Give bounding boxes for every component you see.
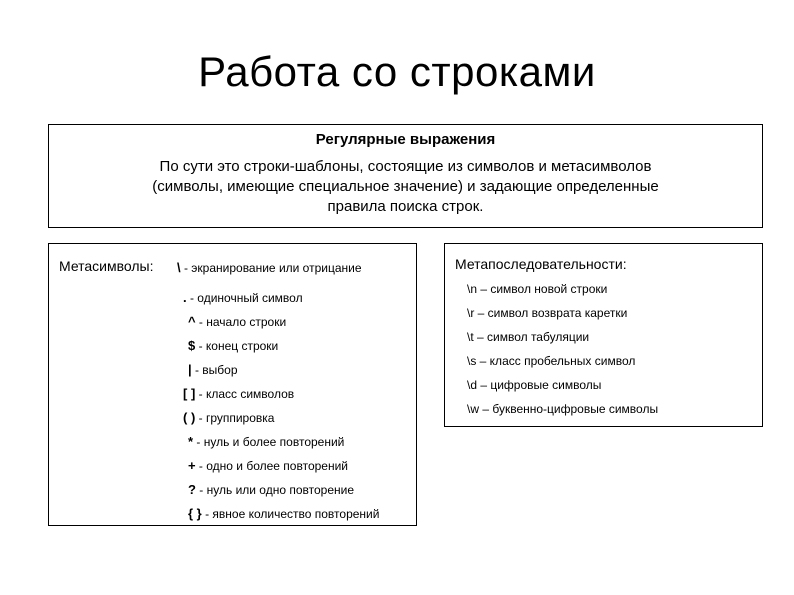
metachar-desc: - конец строки bbox=[195, 339, 279, 353]
metachars-box bbox=[48, 243, 417, 526]
metachar-symbol: $ bbox=[188, 338, 196, 353]
intro-heading: Регулярные выражения bbox=[315, 131, 496, 148]
metaseq-item: \s – класс пробельных символ bbox=[467, 354, 636, 368]
metachar-desc: - экранирование или отрицание bbox=[180, 261, 362, 275]
metachar-row bbox=[183, 410, 274, 425]
metachar-symbol: \ bbox=[177, 260, 181, 275]
metachar-row bbox=[188, 458, 348, 473]
metachar-desc: - нуль и более повторений bbox=[193, 435, 345, 449]
metachar-row bbox=[183, 386, 294, 401]
metachar-desc: - одно и более повторений bbox=[195, 459, 349, 473]
metachar-row bbox=[177, 260, 362, 275]
metachar-desc: - выбор bbox=[191, 363, 238, 377]
metaseq-item: \t – символ табуляции bbox=[467, 330, 590, 344]
metaseq-box bbox=[444, 243, 763, 427]
metachar-row bbox=[188, 314, 286, 329]
intro-line-1: По сути это строки-шаблоны, состоящие из символов и метасимволов bbox=[159, 158, 652, 175]
metachar-desc: - класс символов bbox=[195, 387, 295, 401]
metachar-desc: - группировка bbox=[195, 411, 275, 425]
metaseq-item: \w – буквенно-цифровые символы bbox=[467, 402, 659, 416]
metachar-symbol: ? bbox=[188, 482, 196, 497]
metachar-row bbox=[188, 434, 344, 449]
intro-box bbox=[48, 124, 763, 228]
intro-description bbox=[49, 157, 762, 217]
metachar-symbol: . bbox=[183, 290, 187, 305]
metachar-symbol: [ ] bbox=[183, 386, 196, 401]
metaseq-item: \r – символ возврата каретки bbox=[467, 306, 628, 320]
metachar-symbol: | bbox=[188, 362, 192, 377]
metachar-symbol: ( ) bbox=[183, 410, 196, 425]
metaseq-item: \d – цифровые символы bbox=[467, 378, 602, 392]
slide-title: Работа со строками bbox=[198, 48, 596, 95]
metachar-desc: - нуль или одно повторение bbox=[195, 483, 355, 497]
metachar-row bbox=[188, 506, 379, 521]
metachar-row bbox=[188, 338, 278, 353]
metachar-row bbox=[188, 362, 238, 377]
metachar-row bbox=[188, 482, 354, 497]
metachars-label: Метасимволы: bbox=[59, 258, 154, 274]
metachar-desc: - начало строки bbox=[195, 315, 287, 329]
intro-line-2: (символы, имеющие специальное значение) и задающие определенные bbox=[152, 178, 659, 195]
metachar-row bbox=[183, 290, 303, 305]
intro-line-3: правила поиска строк. bbox=[327, 198, 484, 215]
metachar-desc: - явное количество повторений bbox=[201, 507, 380, 521]
metachar-symbol: ^ bbox=[188, 314, 196, 329]
metachar-symbol: + bbox=[188, 458, 196, 473]
metaseq-label: Метапоследовательности: bbox=[455, 256, 627, 272]
metachar-symbol: { } bbox=[188, 506, 202, 521]
metaseq-item: \n – символ новой строки bbox=[467, 282, 608, 296]
metachar-symbol: * bbox=[188, 434, 194, 449]
metachar-desc: - одиночный символ bbox=[186, 291, 303, 305]
